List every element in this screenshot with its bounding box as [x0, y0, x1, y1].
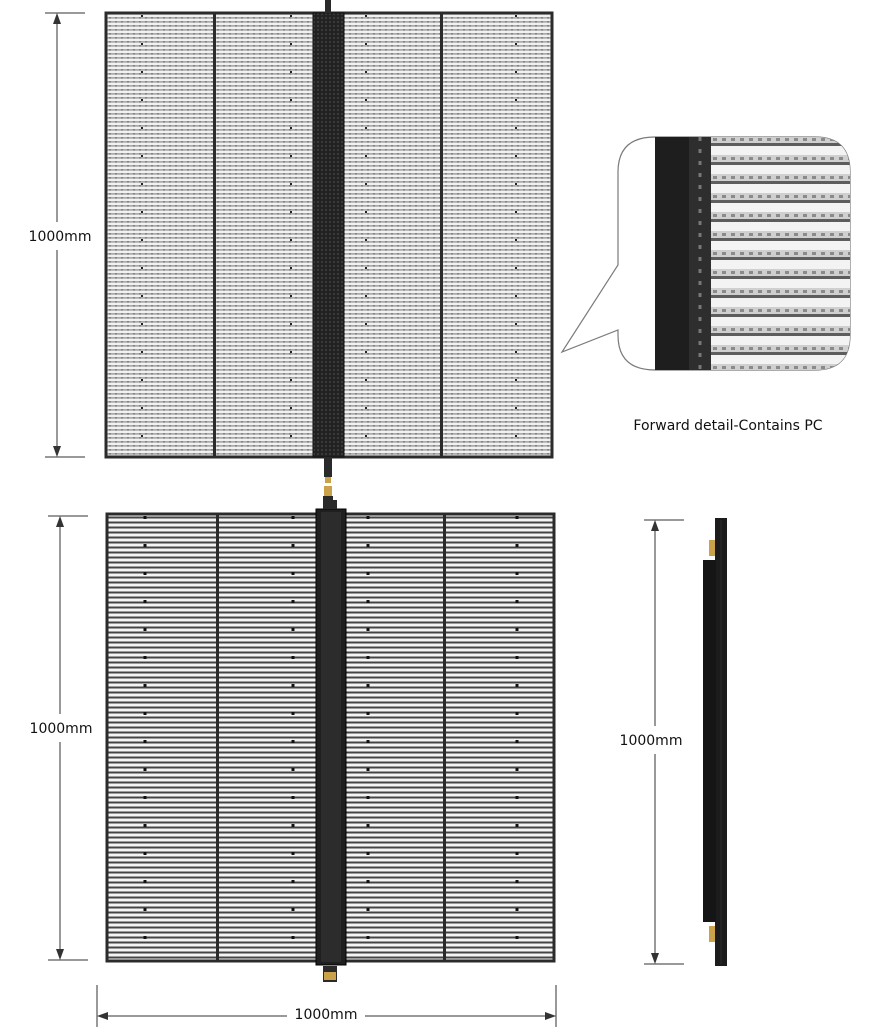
side-height-dimension	[620, 520, 684, 964]
front-height-dimension	[29, 13, 92, 457]
detail-caption: Forward detail-Contains PC	[633, 418, 823, 434]
side-profile-illustration	[703, 518, 727, 966]
back-panel-illustration	[107, 500, 554, 982]
bottom-width-dimension	[97, 985, 556, 1027]
front-height-label: 1000mm	[28, 229, 92, 245]
bottom-width-label: 1000mm	[294, 1007, 358, 1023]
back-height-dimension	[30, 516, 93, 960]
front-panel-illustration	[106, 0, 552, 510]
back-height-label: 1000mm	[29, 721, 93, 737]
detail-callout	[562, 137, 850, 434]
side-height-label: 1000mm	[619, 733, 683, 749]
